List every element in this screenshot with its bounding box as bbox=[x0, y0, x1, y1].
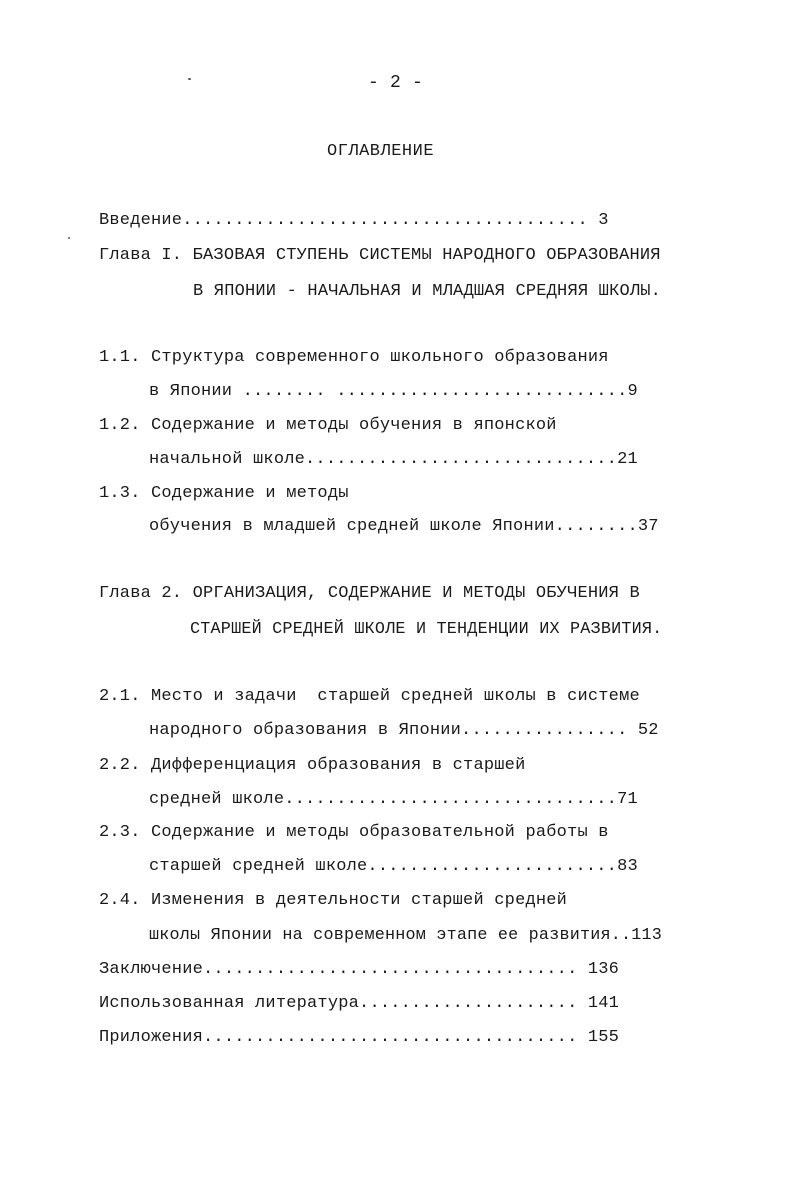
toc-section-1-2: 1.2. Содержание и методы обучения в японской bbox=[99, 416, 557, 435]
scan-speck bbox=[68, 237, 70, 239]
toc-section-1-1: 1.1. Структура современного школьного образования bbox=[99, 348, 609, 367]
toc-entry-bibliography: Использованная литература..................... 141 bbox=[99, 994, 620, 1013]
toc-chapter-1-title: Глава I. БАЗОВАЯ СТУПЕНЬ СИСТЕМЫ НАРОДНОГО ОБРАЗОВАНИЯ bbox=[99, 246, 661, 265]
toc-section-1-3: 1.3. Содержание и методы bbox=[99, 484, 349, 503]
toc-section-2-4: 2.4. Изменения в деятельности старшей средней bbox=[99, 891, 568, 910]
toc-section-2-2: 2.2. Дифференциация образования в старшей bbox=[99, 756, 526, 775]
toc-section-2-3-cont: старшей средней школе........................83 bbox=[149, 857, 638, 876]
toc-chapter-2-title-cont: СТАРШЕЙ СРЕДНЕЙ ШКОЛЕ И ТЕНДЕНЦИИ ИХ РАЗВИТИЯ. bbox=[190, 620, 663, 639]
page-number: - 2 - bbox=[368, 73, 424, 93]
toc-section-2-1: 2.1. Место и задачи старшей средней школы в системе bbox=[99, 687, 640, 706]
toc-chapter-1-title-cont: В ЯПОНИИ - НАЧАЛЬНАЯ И МЛАДШАЯ СРЕДНЯЯ ШКОЛЫ. bbox=[193, 282, 662, 301]
toc-heading: ОГЛАВЛЕНИЕ bbox=[327, 142, 435, 161]
toc-entry-conclusion: Заключение.................................... 136 bbox=[99, 960, 620, 979]
toc-section-1-2-cont: начальной школе..............................21 bbox=[149, 450, 638, 469]
toc-section-1-3-cont: обучения в младшей средней школе Японии........37 bbox=[149, 517, 659, 536]
toc-section-2-1-cont: народного образования в Японии................ 52 bbox=[149, 721, 659, 740]
toc-chapter-2-title: Глава 2. ОРГАНИЗАЦИЯ, СОДЕРЖАНИЕ И МЕТОДЫ ОБУЧЕНИЯ В bbox=[99, 584, 640, 603]
toc-entry-appendices: Приложения.................................... 155 bbox=[99, 1028, 620, 1047]
toc-entry-introduction: Введение....................................... 3 bbox=[99, 211, 609, 230]
toc-section-2-4-cont: школы Японии на современном этапе ее развития..113 bbox=[149, 926, 663, 945]
toc-section-2-2-cont: средней школе................................71 bbox=[149, 790, 638, 809]
scan-speck bbox=[188, 78, 191, 80]
toc-section-1-1-cont: в Японии ........ ............................9 bbox=[149, 382, 638, 401]
toc-section-2-3: 2.3. Содержание и методы образовательной работы в bbox=[99, 823, 609, 842]
